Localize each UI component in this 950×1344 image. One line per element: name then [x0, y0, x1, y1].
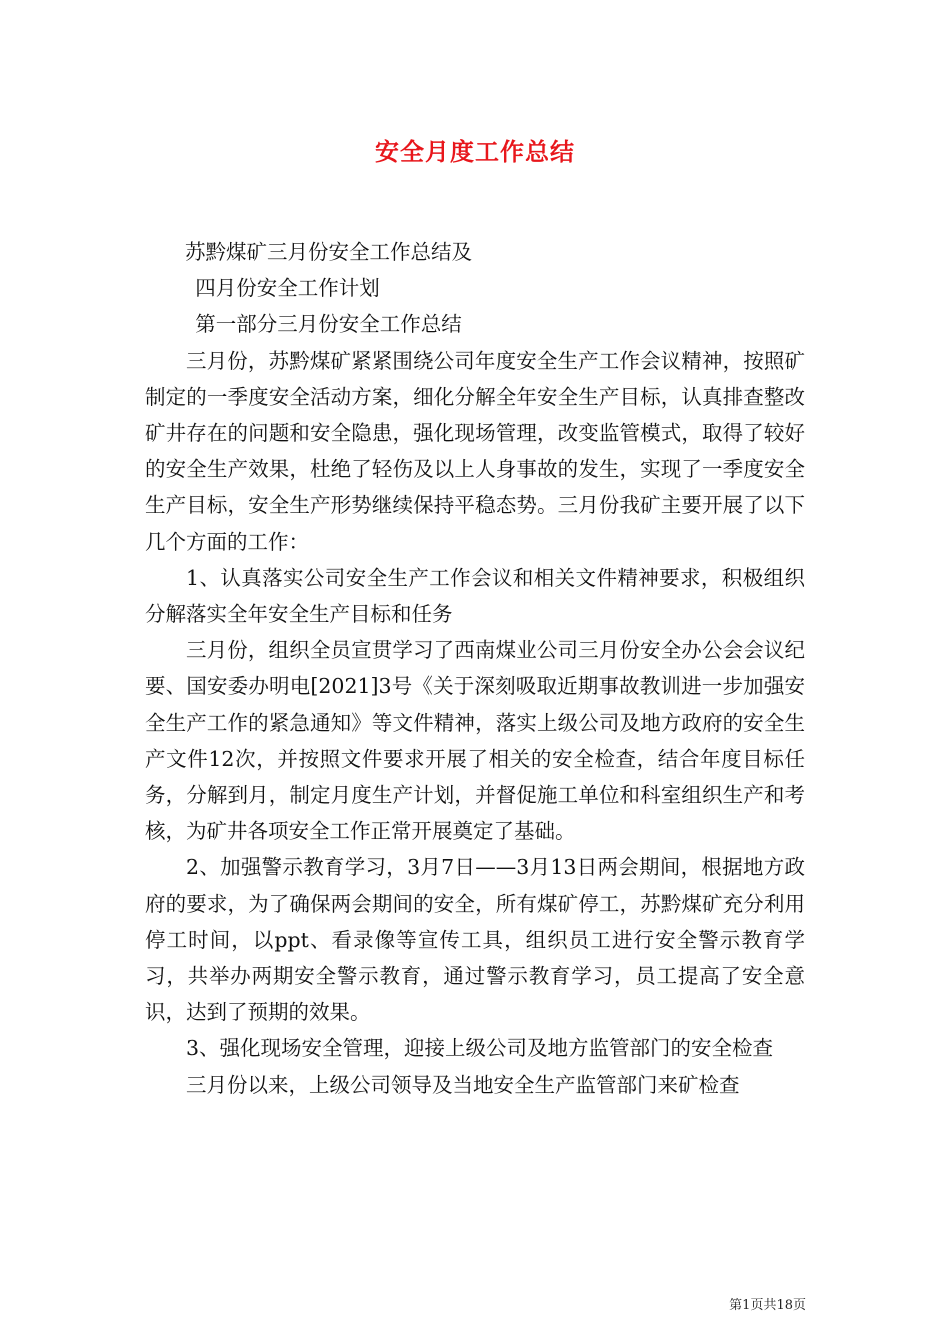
- document-body: [145, 234, 805, 1103]
- paragraph-intro: 三月份，苏黔煤矿紧紧围绕公司年度安全生产工作会议精神，按照矿制定的一季度安全活动方案，细化分解全年安全生产目标，认真排查整改矿井存在的问题和安全隐患，强化现场管理，改变监管模式，取得了较好的安全生产效果，杜绝了轻伤及以上人身事故的发生，实现了一季度安全生产目标，安全生产形势继续保持平稳态势。三月份我矿主要开展了以下几个方面的工作：: [145, 348, 805, 554]
- paragraph-item-3-body: 三月份以来，上级公司领导及当地安全生产监管部门来矿检查: [186, 1072, 740, 1097]
- subtitle-line-2: 四月份安全工作计划: [195, 276, 380, 301]
- page-number: 第1页共18页: [729, 1298, 806, 1313]
- paragraph-item-1-body: 三月份，组织全员宣贯学习了西南煤业公司三月份安全办公会会议纪要、国安委办明电[2021]3号《关于深刻吸取近期事故教训进一步加强安全生产工作的紧急通知》等文件精神，落实上级公司及地方政府的安全生产文件12次，并按照文件要求开展了相关的安全检查，结合年度目标任务，分解到月，制定月度生产计划，并督促施工单位和科室组织生产和考核，为矿井各项安全工作正常开展奠定了基础。: [145, 638, 805, 844]
- paragraph-item-3-heading: 3、强化现场安全管理，迎接上级公司及地方监管部门的安全检查: [186, 1036, 774, 1061]
- paragraph-item-2: 2、加强警示教育学习，3月7日——3月13日两会期间，根据地方政府的要求，为了确保两会期间的安全，所有煤矿停工，苏黔煤矿充分利用停工时间，以ppt、看录像等宣传工具，组织员工进行安全警示教育学习，共举办两期安全警示教育，通过警示教育学习，员工提高了安全意识，达到了预期的效果。: [145, 855, 805, 1025]
- section-heading: 第一部分三月份安全工作总结: [195, 312, 462, 337]
- paragraph-item-1-heading: 1、认真落实公司安全生产工作会议和相关文件精神要求，积极组织分解落实全年安全生产目标和任务: [145, 565, 805, 627]
- document-title: 安全月度工作总结: [375, 138, 575, 166]
- subtitle-line-1: 苏黔煤矿三月份安全工作总结及: [184, 240, 472, 264]
